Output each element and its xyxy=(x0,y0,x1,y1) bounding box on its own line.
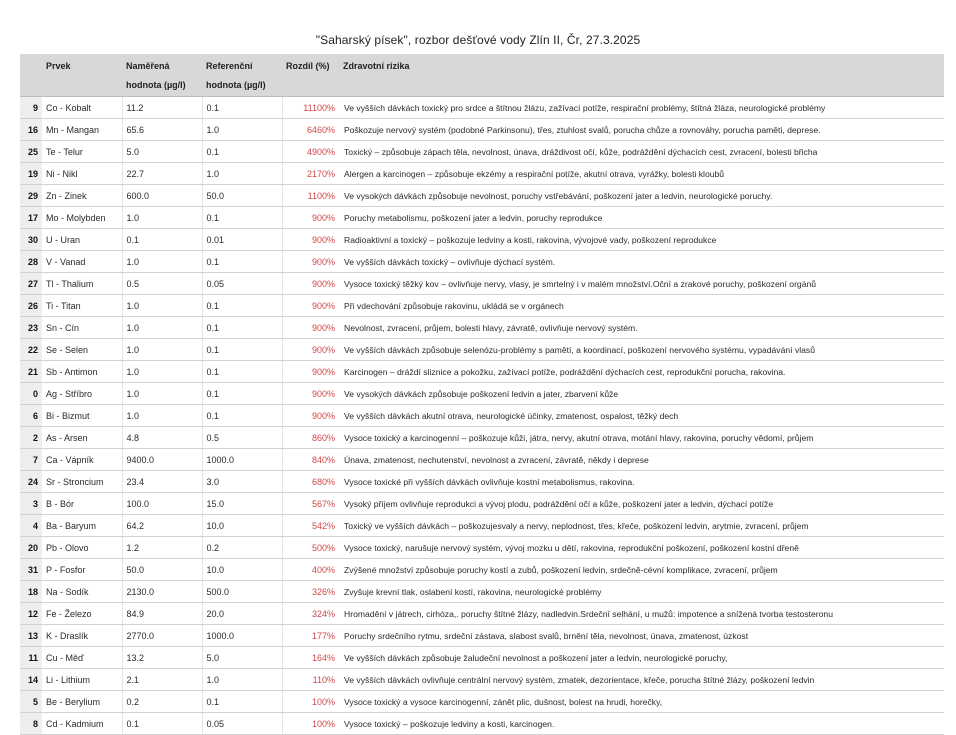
table-row xyxy=(20,119,944,141)
table-header-row xyxy=(20,54,944,97)
measured-value-cell: 5.0 xyxy=(122,141,202,163)
table-row xyxy=(20,163,944,185)
measured-value-cell: 600.0 xyxy=(122,185,202,207)
measured-value-cell: 1.0 xyxy=(122,339,202,361)
difference-cell: 860% xyxy=(282,427,339,449)
row-number: 16 xyxy=(20,119,42,141)
row-number: 18 xyxy=(20,581,42,603)
header-risks: Zdravotní rizika xyxy=(339,54,944,97)
row-number: 4 xyxy=(20,515,42,537)
table-body xyxy=(20,97,944,735)
element-cell: Na - Sodík xyxy=(42,581,122,603)
row-number: 8 xyxy=(20,713,42,735)
header-reference-line1: Referenční xyxy=(206,61,253,71)
table-row xyxy=(20,97,944,119)
health-risk-cell: Vysoce toxický a vysoce karcinogenní, zánět plic, dušnost, bolest na hrudi, horečky, xyxy=(339,691,944,713)
row-number: 22 xyxy=(20,339,42,361)
table-row xyxy=(20,537,944,559)
element-cell: Ti - Titan xyxy=(42,295,122,317)
difference-cell: 164% xyxy=(282,647,339,669)
health-risk-cell: Nevolnost, zvracení, průjem, bolesti hlavy, závratě, ovlivňuje nervový systém. xyxy=(339,317,944,339)
reference-value-cell: 0.1 xyxy=(202,361,282,383)
table-row xyxy=(20,691,944,713)
element-cell: Ca - Vápník xyxy=(42,449,122,471)
health-risk-cell: Ve vyšších dávkách ovlivňuje centrální nervový systém, zmatek, dezorientace, křeče, porucha štítné žlázy, poškození ledvin xyxy=(339,669,944,691)
reference-value-cell: 0.1 xyxy=(202,97,282,119)
difference-cell: 100% xyxy=(282,691,339,713)
table-row xyxy=(20,317,944,339)
difference-cell: 900% xyxy=(282,251,339,273)
table-row xyxy=(20,713,944,735)
measured-value-cell: 1.0 xyxy=(122,383,202,405)
difference-cell: 324% xyxy=(282,603,339,625)
difference-cell: 11100% xyxy=(282,97,339,119)
row-number: 5 xyxy=(20,691,42,713)
element-cell: Fe - Železo xyxy=(42,603,122,625)
row-number: 29 xyxy=(20,185,42,207)
element-cell: Mo - Molybden xyxy=(42,207,122,229)
measured-value-cell: 2770.0 xyxy=(122,625,202,647)
row-number: 3 xyxy=(20,493,42,515)
document-title: "Saharský písek", rozbor dešťové vody Zlín II, Čr, 27.3.2025 xyxy=(315,33,641,47)
measured-value-cell: 23.4 xyxy=(122,471,202,493)
reference-value-cell: 3.0 xyxy=(202,471,282,493)
table-row xyxy=(20,295,944,317)
element-cell: Cu - Měď xyxy=(42,647,122,669)
difference-cell: 6460% xyxy=(282,119,339,141)
measured-value-cell: 1.0 xyxy=(122,207,202,229)
header-difference: Rozdíl (%) xyxy=(282,54,339,97)
reference-value-cell: 1.0 xyxy=(202,163,282,185)
health-risk-cell: Poškozuje nervový systém (podobné Parkinsonu), třes, ztuhlost svalů, porucha chůze a rovnováhy, porucha paměti, deprese. xyxy=(339,119,944,141)
difference-cell: 400% xyxy=(282,559,339,581)
header-number xyxy=(20,54,42,97)
header-measured-line2: hodnota (µg/l) xyxy=(126,80,186,90)
reference-value-cell: 0.05 xyxy=(202,273,282,295)
reference-value-cell: 1.0 xyxy=(202,669,282,691)
table-row xyxy=(20,515,944,537)
health-risk-cell: Karcinogen – dráždí sliznice a pokožku, zažívací potíže, podráždění dýchacích cest, reprodukční porucha, rakovina. xyxy=(339,361,944,383)
element-cell: Zn - Zinek xyxy=(42,185,122,207)
measured-value-cell: 1.0 xyxy=(122,295,202,317)
health-risk-cell: Ve vysokých dávkách způsobuje poškození ledvin a jater, zbarvení kůže xyxy=(339,383,944,405)
measured-value-cell: 64.2 xyxy=(122,515,202,537)
measured-value-cell: 0.1 xyxy=(122,713,202,735)
reference-value-cell: 0.1 xyxy=(202,295,282,317)
reference-value-cell: 1000.0 xyxy=(202,625,282,647)
difference-cell: 840% xyxy=(282,449,339,471)
measured-value-cell: 1.2 xyxy=(122,537,202,559)
row-number: 28 xyxy=(20,251,42,273)
health-risk-cell: Poruchy srdečního rytmu, srdeční zástava, slabost svalů, brnění těla, nevolnost, únava, zmatenost, úzkost xyxy=(339,625,944,647)
difference-cell: 177% xyxy=(282,625,339,647)
element-cell: Te - Telur xyxy=(42,141,122,163)
row-number: 12 xyxy=(20,603,42,625)
difference-cell: 100% xyxy=(282,713,339,735)
element-cell: Tl - Thalium xyxy=(42,273,122,295)
element-cell: Pb - Olovo xyxy=(42,537,122,559)
row-number: 19 xyxy=(20,163,42,185)
table-row xyxy=(20,405,944,427)
health-risk-cell: Zvyšuje krevní tlak, oslabení kostí, rakovina, neurologické problémy xyxy=(339,581,944,603)
reference-value-cell: 0.2 xyxy=(202,537,282,559)
difference-cell: 900% xyxy=(282,383,339,405)
row-number: 23 xyxy=(20,317,42,339)
health-risk-cell: Ve vyšších dávkách způsobuje selenózu-problémy s pamětí, a koordinací, poškození nervového systému, vypadávání vlasů xyxy=(339,339,944,361)
table-row xyxy=(20,581,944,603)
measured-value-cell: 22.7 xyxy=(122,163,202,185)
health-risk-cell: Alergen a karcinogen – způsobuje ekzémy a respirační potíže, akutní otrava, vyrážky, bolesti kloubů xyxy=(339,163,944,185)
reference-value-cell: 10.0 xyxy=(202,559,282,581)
row-number: 0 xyxy=(20,383,42,405)
health-risk-cell: Hromadění v játrech, cirhóza,. poruchy štítné žlázy, nadledvin.Srdeční selhání, u mužů: impotence a snížená tvorba testosteronu xyxy=(339,603,944,625)
table-row xyxy=(20,427,944,449)
difference-cell: 900% xyxy=(282,229,339,251)
health-risk-cell: Toxický ve vyšších dávkách – poškozujesvaly a nervy, neplodnost, třes, křeče, poškození ledvin, arytmie, zvracení, průjem xyxy=(339,515,944,537)
header-measured-line1: Naměřená xyxy=(126,61,170,71)
difference-cell: 542% xyxy=(282,515,339,537)
row-number: 13 xyxy=(20,625,42,647)
difference-cell: 2170% xyxy=(282,163,339,185)
table-row xyxy=(20,185,944,207)
element-cell: Sr - Stroncium xyxy=(42,471,122,493)
difference-cell: 900% xyxy=(282,317,339,339)
element-cell: Co - Kobalt xyxy=(42,97,122,119)
difference-cell: 567% xyxy=(282,493,339,515)
measured-value-cell: 4.8 xyxy=(122,427,202,449)
element-cell: Mn - Mangan xyxy=(42,119,122,141)
reference-value-cell: 0.1 xyxy=(202,251,282,273)
measured-value-cell: 84.9 xyxy=(122,603,202,625)
table-row xyxy=(20,229,944,251)
row-number: 21 xyxy=(20,361,42,383)
row-number: 11 xyxy=(20,647,42,669)
reference-value-cell: 50.0 xyxy=(202,185,282,207)
table-row xyxy=(20,603,944,625)
row-number: 26 xyxy=(20,295,42,317)
measured-value-cell: 1.0 xyxy=(122,317,202,339)
element-cell: Sn - Cín xyxy=(42,317,122,339)
reference-value-cell: 10.0 xyxy=(202,515,282,537)
header-measured xyxy=(122,54,202,97)
reference-value-cell: 15.0 xyxy=(202,493,282,515)
reference-value-cell: 0.1 xyxy=(202,141,282,163)
reference-value-cell: 0.5 xyxy=(202,427,282,449)
element-cell: Ba - Baryum xyxy=(42,515,122,537)
measured-value-cell: 13.2 xyxy=(122,647,202,669)
table-row xyxy=(20,207,944,229)
analysis-table xyxy=(20,54,944,735)
health-risk-cell: Vysoce toxický – poškozuje ledviny a kosti, karcinogen. xyxy=(339,713,944,735)
health-risk-cell: Ve vyšších dávkách způsobuje žaludeční nevolnost a poškození jater a ledvin, neurologické poruchy, xyxy=(339,647,944,669)
health-risk-cell: Ve vyšších dávkách akutní otrava, neurologické účinky, zmatenost, ospalost, těžký dech xyxy=(339,405,944,427)
measured-value-cell: 9400.0 xyxy=(122,449,202,471)
measured-value-cell: 50.0 xyxy=(122,559,202,581)
reference-value-cell: 0.05 xyxy=(202,713,282,735)
measured-value-cell: 1.0 xyxy=(122,361,202,383)
difference-cell: 900% xyxy=(282,339,339,361)
table-row xyxy=(20,559,944,581)
reference-value-cell: 1.0 xyxy=(202,119,282,141)
measured-value-cell: 0.5 xyxy=(122,273,202,295)
difference-cell: 326% xyxy=(282,581,339,603)
reference-value-cell: 0.01 xyxy=(202,229,282,251)
element-cell: Li - Lithium xyxy=(42,669,122,691)
table-row xyxy=(20,361,944,383)
reference-value-cell: 0.1 xyxy=(202,405,282,427)
reference-value-cell: 0.1 xyxy=(202,339,282,361)
row-number: 27 xyxy=(20,273,42,295)
difference-cell: 110% xyxy=(282,669,339,691)
reference-value-cell: 0.1 xyxy=(202,691,282,713)
element-cell: Sb - Antimon xyxy=(42,361,122,383)
health-risk-cell: Ve vysokých dávkách způsobuje nevolnost, poruchy vstřebávání, poškození jater a ledvin, neurologické poruchy. xyxy=(339,185,944,207)
difference-cell: 500% xyxy=(282,537,339,559)
measured-value-cell: 1.0 xyxy=(122,251,202,273)
element-cell: As - Arsen xyxy=(42,427,122,449)
difference-cell: 1100% xyxy=(282,185,339,207)
element-cell: P - Fosfor xyxy=(42,559,122,581)
health-risk-cell: Ve vyšších dávkách toxický – ovlivňuje dýchací systém. xyxy=(339,251,944,273)
health-risk-cell: Vysoce toxický a karcinogenní – poškozuje kůži, játra, nervy, akutní otrava, motání hlavy, rakovina, poruchy vědomí, průjem xyxy=(339,427,944,449)
table-row xyxy=(20,449,944,471)
element-cell: K - Draslík xyxy=(42,625,122,647)
header-element: Prvek xyxy=(42,54,122,97)
header-reference xyxy=(202,54,282,97)
reference-value-cell: 0.1 xyxy=(202,207,282,229)
element-cell: B - Bór xyxy=(42,493,122,515)
difference-cell: 680% xyxy=(282,471,339,493)
health-risk-cell: Vysoce toxické při vyšších dávkách ovlivňuje kostní metabolismus, rakovina. xyxy=(339,471,944,493)
reference-value-cell: 1000.0 xyxy=(202,449,282,471)
health-risk-cell: Vysoce toxický, narušuje nervový systém, vývoj mozku u dětí, rakovina, reprodukční poškození, poškození kostní dřeně xyxy=(339,537,944,559)
difference-cell: 900% xyxy=(282,361,339,383)
row-number: 6 xyxy=(20,405,42,427)
table-row xyxy=(20,493,944,515)
element-cell: Se - Selen xyxy=(42,339,122,361)
reference-value-cell: 0.1 xyxy=(202,383,282,405)
health-risk-cell: Vysoký příjem ovlivňuje reprodukci a vývoj plodu, podráždění očí a kůže, poškození jater a ledvin, dýchací potíže xyxy=(339,493,944,515)
row-number: 7 xyxy=(20,449,42,471)
table-row xyxy=(20,625,944,647)
element-cell: V - Vanad xyxy=(42,251,122,273)
row-number: 2 xyxy=(20,427,42,449)
health-risk-cell: Únava, zmatenost, nechutenství, nevolnost a zvracení, závratě, někdy i deprese xyxy=(339,449,944,471)
table-row xyxy=(20,471,944,493)
table-row xyxy=(20,669,944,691)
row-number: 25 xyxy=(20,141,42,163)
table-row xyxy=(20,339,944,361)
table-row xyxy=(20,251,944,273)
row-number: 9 xyxy=(20,97,42,119)
row-number: 17 xyxy=(20,207,42,229)
measured-value-cell: 11.2 xyxy=(122,97,202,119)
header-reference-line2: hodnota (µg/l) xyxy=(206,80,266,90)
health-risk-cell: Při vdechování způsobuje rakovinu, ukládá se v orgánech xyxy=(339,295,944,317)
measured-value-cell: 0.1 xyxy=(122,229,202,251)
table-row xyxy=(20,647,944,669)
table-row xyxy=(20,383,944,405)
table-row xyxy=(20,273,944,295)
health-risk-cell: Vysoce toxický těžký kov – ovlivňuje nervy, vlasy, je smrtelný i v malém množství.Oční a zrakové poruchy, poškození orgánů xyxy=(339,273,944,295)
table-row xyxy=(20,141,944,163)
difference-cell: 900% xyxy=(282,295,339,317)
element-cell: Be - Berylium xyxy=(42,691,122,713)
health-risk-cell: Toxický – způsobuje zápach těla, nevolnost, únava, dráždivost očí, kůže, podráždění dýchacích cest, zvracení, bolesti břicha xyxy=(339,141,944,163)
health-risk-cell: Zvýšené množství způsobuje poruchy kostí a zubů, poškození ledvin, srdečně-cévní komplikace, zvracení, průjem xyxy=(339,559,944,581)
difference-cell: 900% xyxy=(282,273,339,295)
element-cell: Bi - Bizmut xyxy=(42,405,122,427)
difference-cell: 4900% xyxy=(282,141,339,163)
measured-value-cell: 2.1 xyxy=(122,669,202,691)
row-number: 14 xyxy=(20,669,42,691)
row-number: 31 xyxy=(20,559,42,581)
measured-value-cell: 1.0 xyxy=(122,405,202,427)
measured-value-cell: 0.2 xyxy=(122,691,202,713)
measured-value-cell: 2130.0 xyxy=(122,581,202,603)
measured-value-cell: 100.0 xyxy=(122,493,202,515)
difference-cell: 900% xyxy=(282,207,339,229)
health-risk-cell: Ve vyšších dávkách toxický pro srdce a štítnou žlázu, zažívací potíže, respirační problémy, štítná žláza, neurologické problémy xyxy=(339,97,944,119)
reference-value-cell: 5.0 xyxy=(202,647,282,669)
reference-value-cell: 500.0 xyxy=(202,581,282,603)
element-cell: Ni - Nikl xyxy=(42,163,122,185)
health-risk-cell: Poruchy metabolismu, poškození jater a ledvin, poruchy reprodukce xyxy=(339,207,944,229)
row-number: 24 xyxy=(20,471,42,493)
measured-value-cell: 65.6 xyxy=(122,119,202,141)
row-number: 20 xyxy=(20,537,42,559)
element-cell: Ag - Stříbro xyxy=(42,383,122,405)
health-risk-cell: Radioaktivní a toxický – poškozuje ledviny a kosti, rakovina, vývojové vady, poškození reprodukce xyxy=(339,229,944,251)
reference-value-cell: 20.0 xyxy=(202,603,282,625)
element-cell: U - Uran xyxy=(42,229,122,251)
difference-cell: 900% xyxy=(282,405,339,427)
row-number: 30 xyxy=(20,229,42,251)
element-cell: Cd - Kadmium xyxy=(42,713,122,735)
reference-value-cell: 0.1 xyxy=(202,317,282,339)
